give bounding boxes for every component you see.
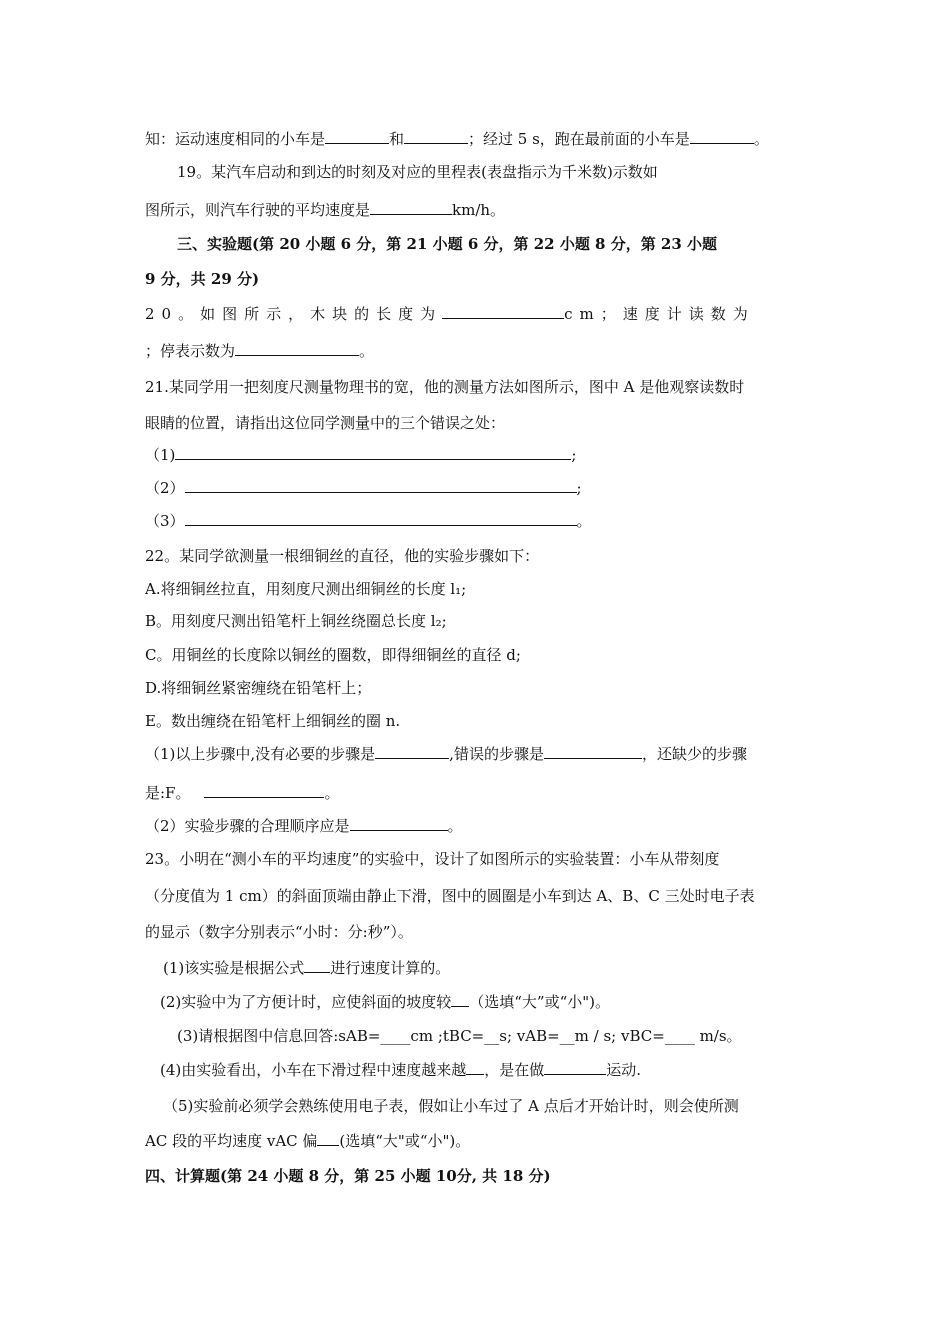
q22-sub1-cont: 是:F。 。 bbox=[145, 784, 340, 802]
q19-line1: 19。某汽车启动和到达的时刻及对应的里程表(表盘指示为千米数)示数如 bbox=[177, 163, 658, 181]
q22-step-a: A.将细铜丝拉直，用刻度尺测出细铜丝的长度 l₁; bbox=[145, 580, 467, 598]
q20-line2: ；停表示数为 。 bbox=[145, 342, 375, 360]
q20-line1: 20。如图所示，木块的长度为 cm；速度计读数为 bbox=[145, 305, 755, 323]
section4-heading: 四、计算题(第 24 小题 8 分，第 25 小题 10分, 共 18 分) bbox=[145, 1167, 551, 1185]
q22-sub1: （1)以上步骤中,没有必要的步骤是 ,错误的步骤是 ，还缺少的步骤 bbox=[145, 745, 747, 763]
q21-line1: 21.某同学用一把刻度尺测量物理书的宽，他的测量方法如图所示，图中 A 是他观察读数时 bbox=[145, 378, 745, 396]
q19-line2: 图所示，则汽车行驶的平均速度是 km/h。 bbox=[145, 201, 506, 219]
q23-part5: （5)实验前必须学会熟练使用电子表，假如让小车过了 A 点后才开始计时，则会使所测 bbox=[163, 1097, 739, 1115]
section3-heading: 三、实验题(第 20 小题 6 分，第 21 小题 6 分，第 22 小题 8 分，第 23 小题 bbox=[177, 235, 718, 253]
q22-step-b: B。用刻度尺测出铅笔杆上铜丝绕圈总长度 l₂; bbox=[145, 612, 447, 630]
section3-heading-cont: 9 分，共 29 分) bbox=[145, 270, 260, 288]
q23-part5-cont: AC 段的平均速度 vAC 偏 (选填“大"或“小")。 bbox=[145, 1132, 471, 1150]
q22-intro: 22。某同学欲测量一根细铜丝的直径，他的实验步骤如下： bbox=[145, 547, 540, 565]
q23-line2: （分度值为 1 cm）的斜面顶端由静止下滑，图中的圆圈是小车到达 A、B、C 三处时电子表 bbox=[145, 887, 755, 905]
q21-blank-2: （2） ; bbox=[145, 479, 582, 497]
q23-part4: (4)由实验看出，小车在下滑过程中速度越来越 ，是在做 运动. bbox=[160, 1061, 642, 1079]
q21-blank-3: （3） 。 bbox=[145, 512, 592, 530]
q23-part2: (2)实验中为了方便计时，应使斜面的坡度较 （选填“大”或“小")。 bbox=[160, 993, 611, 1011]
q23-part3: (3)请根据图中信息回答:sAB=____cm ;tBC=__s; vAB=__m / s; vBC=____ m/s。 bbox=[177, 1027, 742, 1045]
q18-tail: 知：运动速度相同的小车是 和 ；经过 5 s，跑在最前面的小车是 。 bbox=[145, 130, 769, 148]
q22-step-e: E。数出缠绕在铅笔杆上细铜丝的圈 n. bbox=[145, 712, 401, 730]
q22-step-c: C。用铜丝的长度除以铜丝的圈数，即得细铜丝的直径 d; bbox=[145, 646, 521, 664]
q22-step-d: D.将细铜丝紧密缠绕在铅笔杆上； bbox=[145, 679, 372, 697]
q22-sub2: （2）实验步骤的合理顺序应是 。 bbox=[145, 817, 463, 835]
q21-line2: 眼睛的位置，请指出这位同学测量中的三个错误之处： bbox=[145, 414, 506, 432]
q23-line1: 23。小明在“测小车的平均速度”的实验中，设计了如图所示的实验装置：小车从带刻度 bbox=[145, 850, 720, 868]
q21-blank-1: （1) ; bbox=[145, 446, 577, 464]
q23-line3: 的显示（数字分别表示“小时：分:秒”）。 bbox=[145, 923, 413, 941]
q23-part1: (1)该实验是根据公式 进行速度计算的。 bbox=[163, 959, 451, 977]
